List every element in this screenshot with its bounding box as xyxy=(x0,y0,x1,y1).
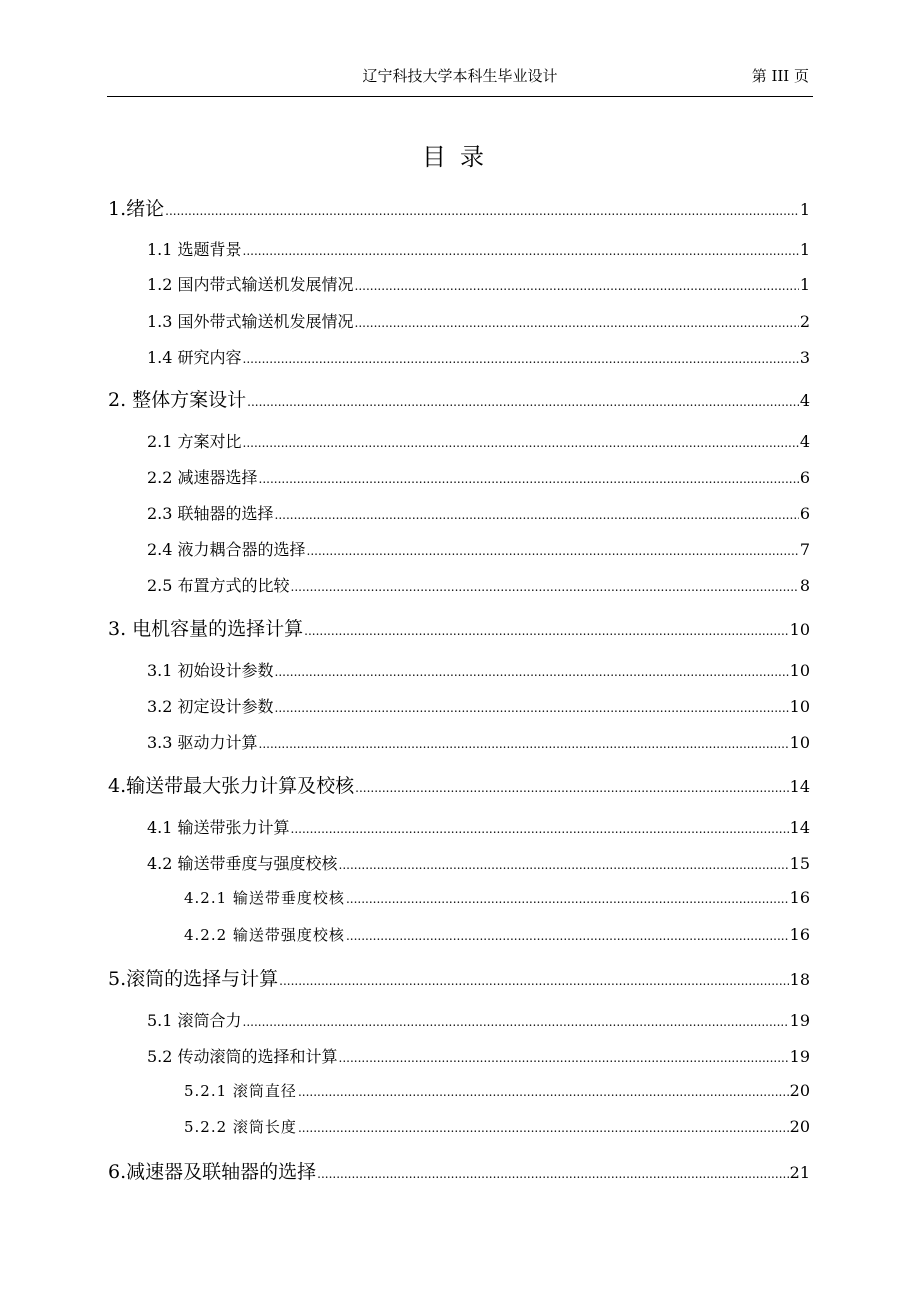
toc-entry-label: 3. 电机容量的选择计算 xyxy=(108,618,304,640)
header-page-number: 第 III 页 xyxy=(751,67,809,85)
toc-entry[interactable] xyxy=(147,272,810,295)
toc-entry-label: 4.2.2 输送带强度校核 xyxy=(184,926,345,944)
toc-leader-dots xyxy=(243,1015,789,1029)
toc-entry-page: 18 xyxy=(789,970,810,989)
toc-entry-label: 1.1 选题背景 xyxy=(147,240,242,259)
toc-leader-dots xyxy=(275,701,789,715)
toc-entry-page: 15 xyxy=(789,854,810,873)
toc-leader-dots xyxy=(304,624,788,638)
toc-entry[interactable] xyxy=(147,1008,810,1031)
toc-entry[interactable] xyxy=(147,851,810,874)
toc-leader-dots xyxy=(339,858,789,872)
toc-entry-label: 3.3 驱动力计算 xyxy=(147,733,258,752)
toc-leader-dots xyxy=(279,974,789,988)
toc-entry-label: 5.2.2 滚筒长度 xyxy=(184,1118,297,1136)
toc-entry[interactable] xyxy=(147,1044,810,1067)
toc-entry-page: 1 xyxy=(799,200,810,219)
toc-entry-page: 19 xyxy=(789,1047,810,1066)
toc-entry-page: 10 xyxy=(789,661,810,680)
toc-leader-dots xyxy=(243,244,799,258)
toc-entry[interactable] xyxy=(147,573,810,596)
toc-entry-label: 2.3 联轴器的选择 xyxy=(147,504,274,523)
toc-leader-dots xyxy=(291,580,799,594)
toc-leader-dots xyxy=(243,352,799,366)
toc-entry[interactable] xyxy=(147,815,810,838)
toc-entry[interactable] xyxy=(108,771,810,798)
toc-entry-label: 5.2 传动滚筒的选择和计算 xyxy=(147,1047,338,1066)
toc-entry-page: 7 xyxy=(799,540,810,559)
toc-entry[interactable] xyxy=(147,537,810,560)
toc-entry-page: 6 xyxy=(799,468,810,487)
toc-entry[interactable] xyxy=(147,730,810,753)
toc-entry-page: 4 xyxy=(799,391,810,410)
toc-entry-label: 5.1 滚筒合力 xyxy=(147,1011,242,1030)
toc-entry[interactable] xyxy=(147,237,810,260)
toc-leader-dots xyxy=(307,544,799,558)
toc-entry-page: 2 xyxy=(799,312,810,331)
toc-entry[interactable] xyxy=(108,964,810,991)
toc-entry[interactable] xyxy=(184,924,810,945)
toc-entry-page: 4 xyxy=(799,432,810,451)
toc-leader-dots xyxy=(247,395,799,409)
toc-entry[interactable] xyxy=(184,1080,810,1101)
toc-leader-dots xyxy=(275,665,789,679)
toc-entry-page: 14 xyxy=(789,777,810,796)
toc-leader-dots xyxy=(291,822,789,836)
toc-entry-page: 1 xyxy=(799,240,810,259)
toc-leader-dots xyxy=(355,781,789,795)
toc-entry-label: 4.输送带最大张力计算及校核 xyxy=(108,775,355,797)
toc-entry-label: 2.1 方案对比 xyxy=(147,432,242,451)
toc-entry-label: 3.1 初始设计参数 xyxy=(147,661,274,680)
toc-entry-label: 4.1 输送带张力计算 xyxy=(147,818,290,837)
toc-entry-page: 20 xyxy=(789,1117,810,1136)
toc-leader-dots xyxy=(346,929,789,943)
toc-entry-page: 19 xyxy=(789,1011,810,1030)
toc-entry[interactable] xyxy=(184,1116,810,1137)
toc-title: 目录 xyxy=(422,143,498,171)
toc-entry[interactable] xyxy=(108,1157,810,1184)
toc-entry-label: 6.减速器及联轴器的选择 xyxy=(108,1161,317,1183)
toc-entry-page: 21 xyxy=(789,1163,810,1182)
toc-entry-label: 4.2.1 输送带垂度校核 xyxy=(184,889,345,907)
toc-entry-page: 8 xyxy=(799,576,810,595)
header-school-title: 辽宁科技大学本科生毕业设计 xyxy=(362,67,558,85)
toc-entry-label: 1.3 国外带式输送机发展情况 xyxy=(147,312,354,331)
toc-entry[interactable] xyxy=(108,614,810,641)
toc-entry-label: 2.4 液力耦合器的选择 xyxy=(147,540,306,559)
toc-leader-dots xyxy=(259,737,789,751)
toc-entry-label: 1.4 研究内容 xyxy=(147,348,242,367)
toc-entry-page: 14 xyxy=(789,818,810,837)
toc-entry-page: 1 xyxy=(799,275,810,294)
toc-entry[interactable] xyxy=(147,501,810,524)
toc-leader-dots xyxy=(165,204,799,218)
toc-entry-label: 1.绪论 xyxy=(108,198,165,220)
toc-leader-dots xyxy=(317,1167,789,1181)
toc-entry-page: 16 xyxy=(789,925,810,944)
toc-entry-label: 2. 整体方案设计 xyxy=(108,389,247,411)
toc-entry-page: 10 xyxy=(789,620,810,639)
toc-entry-page: 10 xyxy=(789,697,810,716)
toc-leader-dots xyxy=(355,279,799,293)
toc-leader-dots xyxy=(355,316,799,330)
toc-entry-label: 3.2 初定设计参数 xyxy=(147,697,274,716)
toc-entry[interactable] xyxy=(147,465,810,488)
toc-entry-page: 3 xyxy=(799,348,810,367)
toc-entry[interactable] xyxy=(147,309,810,332)
toc-entry[interactable] xyxy=(147,694,810,717)
toc-entry[interactable] xyxy=(108,385,810,412)
toc-entry-page: 16 xyxy=(789,888,810,907)
toc-entry[interactable] xyxy=(147,658,810,681)
toc-leader-dots xyxy=(298,1121,789,1135)
toc-entry-label: 2.2 减速器选择 xyxy=(147,468,258,487)
toc-entry[interactable] xyxy=(184,887,810,908)
toc-entry[interactable] xyxy=(108,194,810,221)
toc-entry-page: 10 xyxy=(789,733,810,752)
toc-leader-dots xyxy=(259,472,799,486)
toc-leader-dots xyxy=(243,436,799,450)
toc-entry-label: 1.2 国内带式输送机发展情况 xyxy=(147,275,354,294)
toc-entry[interactable] xyxy=(147,345,810,368)
toc-entry-page: 20 xyxy=(789,1081,810,1100)
toc-entry[interactable] xyxy=(147,429,810,452)
toc-leader-dots xyxy=(339,1051,789,1065)
toc-entry-page: 6 xyxy=(799,504,810,523)
toc-leader-dots xyxy=(346,892,789,906)
toc-leader-dots xyxy=(275,508,799,522)
page-header xyxy=(107,66,813,97)
toc-leader-dots xyxy=(298,1085,789,1099)
toc-entry-label: 5.滚筒的选择与计算 xyxy=(108,968,279,990)
toc-entry-label: 2.5 布置方式的比较 xyxy=(147,576,290,595)
toc-entry-label: 5.2.1 滚筒直径 xyxy=(184,1082,297,1100)
toc-entry-label: 4.2 输送带垂度与强度校核 xyxy=(147,854,338,873)
